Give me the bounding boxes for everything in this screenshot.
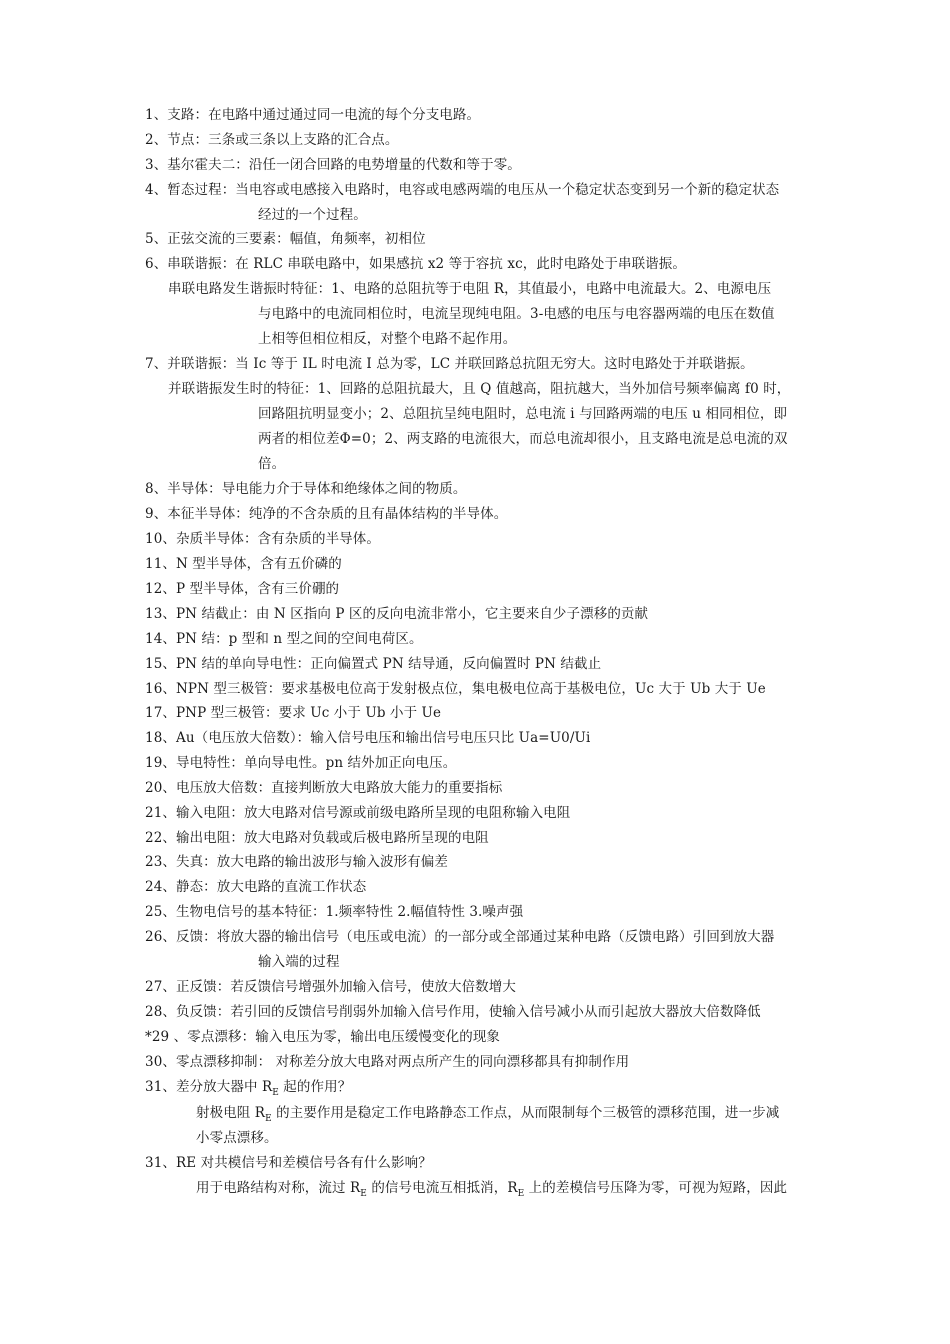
line-12: 12、P 型半导体，含有三价硼的: [145, 581, 340, 597]
line-14: 14、PN 结：p 型和 n 型之间的空间电荷区。: [145, 631, 423, 647]
line-23: 23、失真：放大电路的输出波形与输入波形有偏差: [145, 854, 448, 870]
subscript: E: [265, 1114, 272, 1124]
line-17: 17、PNP 型三极管：要求 Uc 小于 Ub 小于 Ue: [145, 705, 442, 721]
line-5: 5、正弦交流的三要素：幅值，角频率，初相位: [145, 231, 426, 247]
subscript: E: [517, 1189, 525, 1199]
line-8: 8、半导体：导电能力介于导体和绝缘体之间的物质。: [145, 481, 467, 497]
line-20: 20、电压放大倍数：直接判断放大电路放大能力的重要指标: [145, 780, 503, 796]
line-25: 25、生物电信号的基本特征：1.频率特性 2.幅值特性 3.噪声强: [145, 904, 524, 920]
line-26: 26、反馈：将放大器的输出信号（电压或电流）的一部分或全部通过某种电路（反馈电路）引回到放大器: [145, 929, 775, 945]
text-run: 用于电路结构对称，流过 R: [196, 1180, 361, 1196]
line-9: 9、本征半导体：纯净的不含杂质的且有晶体结构的半导体。: [145, 506, 508, 522]
text-run: 射极电阻 R: [196, 1105, 266, 1121]
text-run: 上的差模信号压降为零，可视为短路，因此: [524, 1180, 788, 1196]
line-13: 13、PN 结截止：由 N 区指向 P 区的反向电流非常小，它主要来自少子漂移的贡献: [145, 606, 649, 622]
line-16: 16、NPN 型三极管：要求基极电位高于发射极点位，集电极电位高于基极电位，Uc 大于 Ub 大于 Ue: [145, 681, 766, 697]
text-run: 的主要作用是稳定工作电路静态工作点，从而限制每个三极管的漂移范围，进一步减: [271, 1105, 780, 1121]
line-19: 19、导电特性：单向导电性。pn 结外加正向电压。: [145, 755, 457, 771]
text-run: 31、差分放大器中 R: [145, 1079, 273, 1095]
line-7-feature-cont-1: 回路阻抗明显变小；2、总阻抗呈纯电阻时，总电流 i 与回路两端的电压 u 相同相位，即: [258, 406, 788, 422]
line-26-cont: 输入端的过程: [258, 954, 340, 970]
subscript: E: [360, 1189, 367, 1199]
line-27: 27、正反馈：若反馈信号增强外加输入信号，使放大倍数增大: [145, 979, 516, 995]
line-1: 1、支路：在电路中通过通过同一电流的每个分支电路。: [145, 107, 481, 123]
line-30: 30、零点漂移抑制： 对称差分放大电路对两点所产生的同向漂移都具有抑制作用: [145, 1054, 630, 1070]
line-15: 15、PN 结的单向导电性：正向偏置式 PN 结导通，反向偏置时 PN 结截止: [145, 656, 602, 672]
text-run: 的信号电流互相抵消，R: [366, 1180, 518, 1196]
line-31-answer-cont: 小零点漂移。: [196, 1130, 278, 1146]
line-7-feature-cont-3: 倍。: [258, 456, 286, 472]
line-29: *29 、零点漂移：输入电压为零，输出电压缓慢变化的现象: [145, 1029, 501, 1045]
line-6-feature-cont-1: 与电路中的电流同相位时，电流呈现纯电阻。3-电感的电压与电容器两端的电压在数值: [258, 306, 775, 322]
line-31-question: [145, 1077, 351, 1099]
line-28: 28、负反馈：若引回的反馈信号削弱外加输入信号作用，使输入信号减小从而引起放大器放大倍数降低: [145, 1004, 761, 1020]
line-2: 2、节点：三条或三条以上支路的汇合点。: [145, 132, 399, 148]
line-31b-answer: [196, 1178, 787, 1200]
line-7-feature-cont-2: 两者的相位差Φ=0；2、两支路的电流很大，而总电流却很小，且支路电流是总电流的双: [258, 431, 788, 447]
line-18: 18、Au（电压放大倍数）：输入信号电压和输出信号电压只比 Ua=U0/Ui: [145, 730, 591, 746]
line-10: 10、杂质半导体：含有杂质的半导体。: [145, 531, 380, 547]
line-21: 21、输入电阻：放大电路对信号源或前级电路所呈现的电阻称输入电阻: [145, 805, 571, 821]
text-run: 起的作用？: [278, 1079, 352, 1095]
line-31-answer: [196, 1103, 779, 1125]
line-7-feature: 并联谐振发生时的特征：1、回路的总阻抗最大，且 Q 值越高，阻抗越大，当外加信号频率偏离 f0 时，: [168, 381, 791, 397]
line-31b-question: 31、RE 对共模信号和差模信号各有什么影响？: [145, 1155, 432, 1171]
line-4: 4、暂态过程：当电容或电感接入电路时，电容或电感两端的电压从一个稳定状态变到另一个新的稳定状态: [145, 182, 780, 198]
line-22: 22、输出电阻：放大电路对负载或后极电路所呈现的电阻: [145, 830, 489, 846]
line-6-feature: 串联电路发生谐振时特征：1、电路的总阻抗等于电阻 R，其值最小，电路中电流最大。2、电源电压: [168, 281, 772, 297]
line-4-cont: 经过的一个过程。: [258, 207, 367, 223]
line-6-feature-cont-2: 上相等但相位相反，对整个电路不起作用。: [258, 331, 517, 347]
line-24: 24、静态：放大电路的直流工作状态: [145, 879, 367, 895]
line-11: 11、N 型半导体，含有五价磷的: [145, 556, 342, 572]
subscript: E: [272, 1088, 279, 1098]
line-6: 6、串联谐振：在 RLC 串联电路中，如果感抗 x2 等于容抗 xc，此时电路处于串联谐振。: [145, 256, 686, 272]
line-7: 7、并联谐振：当 Ic 等于 IL 时电流 I 总为零，LC 并联回路总抗阻无穷大。这时电路处于并联谐振。: [145, 356, 754, 372]
line-3: 3、基尔霍夫二：沿任一闭合回路的电势增量的代数和等于零。: [145, 157, 521, 173]
